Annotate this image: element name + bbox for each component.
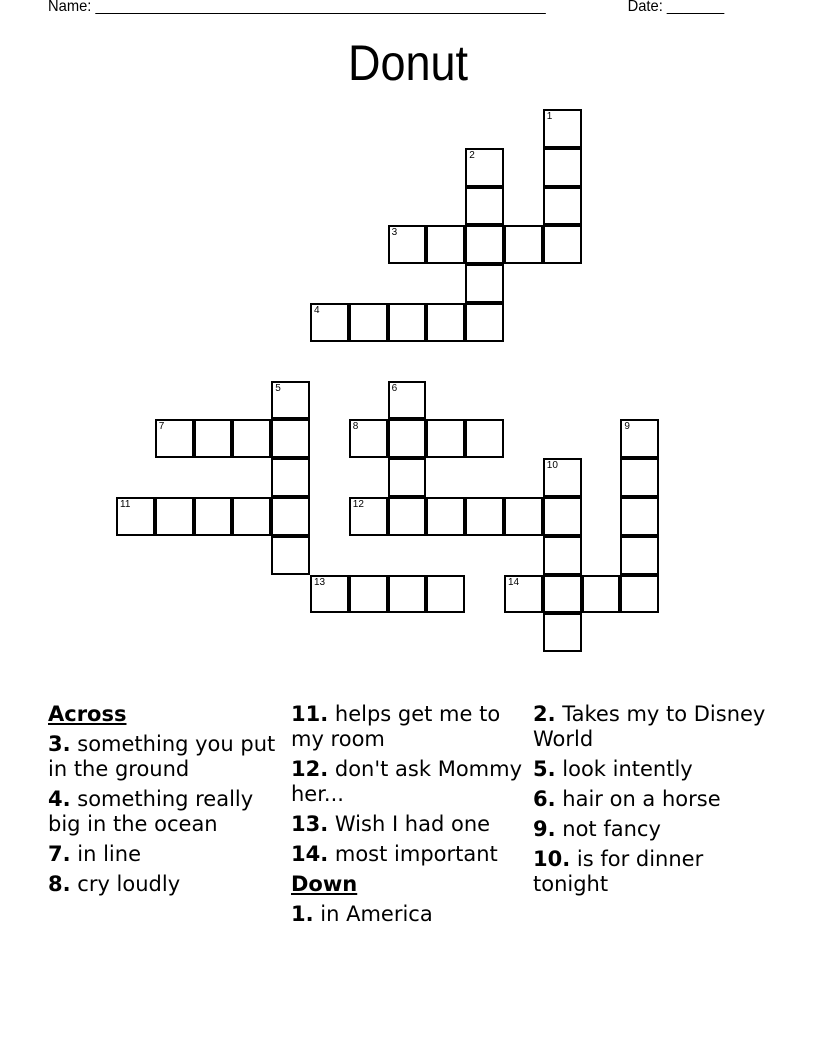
grid-cell[interactable]	[582, 575, 621, 614]
clues-column-1	[48, 702, 283, 902]
grid-cell[interactable]	[543, 458, 582, 497]
cell-number: 11	[120, 499, 131, 510]
grid-cell[interactable]	[465, 419, 504, 458]
across-heading: Across	[48, 702, 127, 726]
grid-cell[interactable]	[543, 109, 582, 148]
grid-cell[interactable]	[388, 303, 427, 342]
grid-cell[interactable]	[116, 497, 155, 536]
grid-cell[interactable]	[465, 497, 504, 536]
cell-number: 2	[469, 149, 475, 161]
clue-across-14: 14. most important	[291, 842, 498, 866]
grid-cell[interactable]	[504, 575, 543, 614]
grid-cell[interactable]	[349, 303, 388, 342]
grid-cell[interactable]	[465, 303, 504, 342]
puzzle-title: Donut	[347, 35, 469, 91]
grid-cell[interactable]	[388, 225, 427, 264]
grid-cell[interactable]	[155, 419, 194, 458]
cell-number: 12	[352, 499, 364, 510]
grid-cell[interactable]	[271, 536, 310, 575]
cell-number: 6	[391, 382, 398, 394]
clue-across-12: 12. don't ask Mommy her...	[291, 757, 523, 806]
grid-cell[interactable]	[310, 303, 349, 342]
clue-across-4: 4. something really big in the ocean	[48, 787, 254, 836]
grid-cell[interactable]	[504, 497, 543, 536]
cell-number: 5	[275, 382, 281, 394]
grid-cell[interactable]	[543, 536, 582, 575]
grid-cell[interactable]	[271, 458, 310, 497]
grid-cell[interactable]	[465, 264, 504, 303]
cell-number: 8	[352, 421, 359, 433]
clue-down-10: 10. is for dinner tonight	[533, 847, 704, 896]
clue-down-9: 9. not fancy	[533, 817, 661, 841]
grid-cell[interactable]	[232, 497, 271, 536]
cell-number: 4	[314, 305, 320, 316]
grid-cell[interactable]	[194, 497, 233, 536]
name-field[interactable]: Name: _______________________________________________________	[48, 0, 546, 15]
grid-cell[interactable]	[543, 148, 582, 187]
cell-number: 3	[391, 227, 398, 239]
grid-cell[interactable]	[194, 419, 233, 458]
grid-cell[interactable]	[232, 419, 271, 458]
clue-across-3: 3. something you put in the ground	[48, 732, 276, 781]
grid-cell[interactable]	[620, 536, 659, 575]
clue-down-6: 6. hair on a horse	[533, 787, 721, 811]
grid-cell[interactable]	[620, 419, 659, 458]
grid-cell[interactable]	[620, 497, 659, 536]
grid-cell[interactable]	[388, 381, 427, 420]
grid-cell[interactable]	[155, 497, 194, 536]
grid-cell[interactable]	[620, 575, 659, 614]
clue-across-11: 11. helps get me to my room	[291, 702, 501, 751]
grid-cell[interactable]	[388, 497, 427, 536]
grid-cell[interactable]	[543, 497, 582, 536]
grid-cell[interactable]	[504, 225, 543, 264]
grid-cell[interactable]	[349, 575, 388, 614]
clue-across-13: 13. Wish I had one	[291, 812, 491, 836]
date-field[interactable]: Date: _______	[627, 0, 725, 15]
grid-cell[interactable]	[543, 225, 582, 264]
grid-cell[interactable]	[465, 225, 504, 264]
grid-cell[interactable]	[310, 575, 349, 614]
grid-cell[interactable]	[388, 458, 427, 497]
clue-across-7: 7. in line	[48, 842, 141, 866]
grid-cell[interactable]	[426, 497, 465, 536]
cell-number: 10	[546, 460, 558, 472]
grid-cell[interactable]	[543, 187, 582, 226]
grid-cell[interactable]	[620, 458, 659, 497]
cell-number: 9	[624, 421, 630, 433]
clue-down-2: 2. Takes my to Disney World	[533, 702, 766, 751]
grid-cell[interactable]	[426, 575, 465, 614]
grid-cell[interactable]	[543, 575, 582, 614]
grid-cell[interactable]	[426, 225, 465, 264]
grid-cell[interactable]	[543, 613, 582, 652]
grid-cell[interactable]	[465, 187, 504, 226]
down-heading: Down	[291, 872, 358, 896]
grid-cell[interactable]	[271, 381, 310, 420]
grid-cell[interactable]	[349, 419, 388, 458]
cell-number: 14	[508, 576, 520, 588]
grid-cell[interactable]	[349, 497, 388, 536]
clue-down-5: 5. look intently	[533, 757, 693, 781]
grid-cell[interactable]	[388, 575, 427, 614]
cell-number: 1	[546, 111, 553, 122]
clue-across-8: 8. cry loudly	[48, 872, 181, 896]
grid-cell[interactable]	[271, 419, 310, 458]
grid-cell[interactable]	[465, 148, 504, 187]
grid-cell[interactable]	[388, 419, 427, 458]
clues-column-3	[533, 702, 773, 902]
cell-number: 7	[158, 421, 165, 433]
clue-down-1: 1. in America	[291, 902, 433, 926]
grid-cell[interactable]	[426, 419, 465, 458]
grid-cell[interactable]	[426, 303, 465, 342]
cell-number: 13	[314, 576, 326, 588]
grid-cell[interactable]	[271, 497, 310, 536]
clues-column-2	[291, 702, 526, 932]
